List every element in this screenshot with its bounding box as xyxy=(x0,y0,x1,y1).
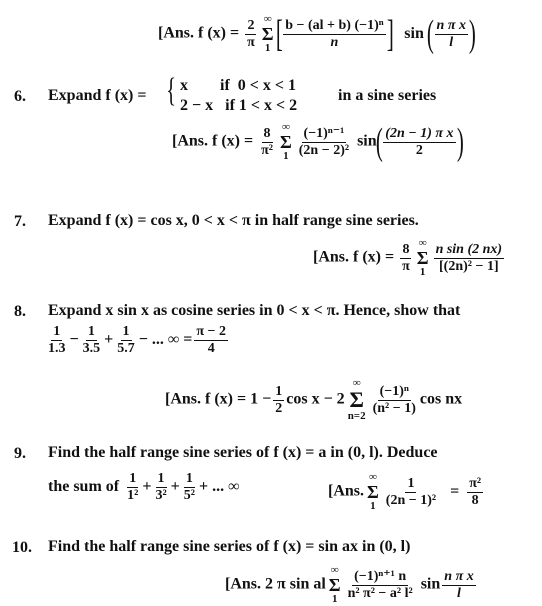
p5-sin: sin xyxy=(404,24,424,42)
p5-coef: $\frac{2}{\pi}$ xyxy=(247,17,255,50)
p9-question: Find the half range sine series of f (x) = a in (0, l). Deduce xyxy=(48,444,438,461)
p8-number: 8. xyxy=(14,303,26,320)
p9-answer: [Ans. ∞ Σ 1 $\frac{1}{\text{(2n − 1)²}}$ = $\frac{\text{π²}}{8}$ xyxy=(328,471,482,512)
p5-term: $\frac{\text{b − (al + b) (−1)ⁿ}}{n}$ xyxy=(285,17,384,50)
p5-arg: $\frac{\text{n π x}}{l}$ xyxy=(436,17,466,50)
p6-case2: 2 − x if 1 < x < 2 xyxy=(180,97,298,114)
p8-series: $\frac{1}{1.3}$ − $\frac{1}{3.5}$ + $\frac{1}{5.7}$ − ... ∞ = $\frac{\pi - 2}{4}$ xyxy=(48,324,227,356)
p10-question: Find the half range sine series of f (x) = sin ax in (0, l) xyxy=(48,538,411,555)
p8-answer: [Ans. f (x) = 1 − $\frac{1}{2}$ cos x − 2 ∞ Σ n=2 $\frac{\text{(−1)ⁿ}}{\text{(n² − 1)}}$ cos nx xyxy=(165,377,463,422)
p5-ans-label: [Ans. f (x) = xyxy=(158,24,244,42)
p7-number: 7. xyxy=(14,213,26,230)
p9-sum: the sum of $\frac{1}{\text{1²}}$ + $\frac{1}{\text{3²}}$ + $\frac{1}{\text{5²}}$ + ... ∞ xyxy=(48,471,240,503)
p6-question: Expand f (x) = xyxy=(48,87,147,104)
p6-answer: [Ans. f (x) = $\frac{8}{\text{π²}}$ ∞ Σ 1 $\frac{\text{(−1)ⁿ⁻¹}}{\text{(2n − 2)²}}$ sin( $\frac{\text{(2n − 1) π x}}{2}$ ) xyxy=(172,121,464,163)
p6-tail: in a sine series xyxy=(338,87,437,104)
p10-answer: [Ans. 2 π sin al ∞ Σ 1 $\frac{\text{(−1)ⁿ⁺¹ n}}{\text{n² π² − a² l²}}$ sin $\frac{\text{n π x}}{l}$ xyxy=(225,564,474,605)
p10-number: 10. xyxy=(12,539,32,556)
p8-question: Expand x sin x as cosine series in 0 < x < π. Hence, show that xyxy=(48,302,461,319)
p6-case1: x if 0 < x < 1 xyxy=(180,77,297,94)
p5-answer: [Ans. f (x) = $\frac{2}{\pi}$ ∞ Σ 1 [ $\frac{\text{b − (al + b) (−1)ⁿ}}{n}$ ] sin ( $\frac{\text{n π x}}{l}$ ) xyxy=(158,13,476,55)
p7-answer: [Ans. f (x) = $\frac{8}{\pi}$ ∞ Σ 1 $\frac{\text{n sin (2 nx)}}{\text{[(2n)² − 1]}}$ xyxy=(313,237,503,278)
p7-question: Expand f (x) = cos x, 0 < x < π in half range sine series. xyxy=(48,212,419,229)
p6-brace: { xyxy=(166,72,177,109)
p6-number: 6. xyxy=(14,88,26,105)
p5-sigma: ∞ Σ 1 xyxy=(261,13,274,54)
p9-number: 9. xyxy=(14,445,26,462)
